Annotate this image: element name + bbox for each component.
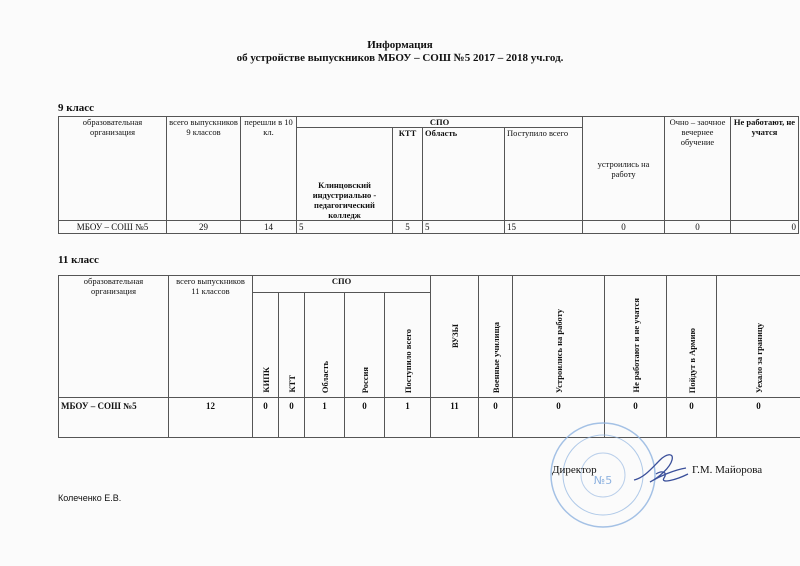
header-spo-ktt: КТТ (393, 128, 423, 221)
header-vuz: ВУЗЫ (431, 276, 479, 398)
row-total: 29 (167, 221, 241, 234)
header-kipk: КИПК (253, 293, 279, 398)
header-spo-klintsy: Клинцовский индустриально - педагогический колледж (297, 128, 393, 221)
executor-name: Колеченко Е.В. (58, 493, 122, 503)
row-abroad: 0 (717, 398, 800, 438)
director-label: Директор (552, 464, 597, 476)
header-total: всего выпускников 9 классов (167, 117, 241, 221)
director-name: Г.М. Майорова (692, 464, 763, 476)
row-employed: 0 (583, 221, 665, 234)
row-evening: 0 (665, 221, 731, 234)
header-not-working: Не работают и не учатся (605, 276, 667, 398)
row-ktt: 0 (279, 398, 305, 438)
header-spo-region: Область (423, 128, 505, 221)
stamp-text: №5 (593, 474, 613, 487)
header-total: всего выпускников 11 классов (169, 276, 253, 398)
row-total: 12 (169, 398, 253, 438)
row-spo-total: 1 (385, 398, 431, 438)
page-title: Информация (367, 39, 433, 51)
row-moved10: 14 (241, 221, 297, 234)
row-spo-ktt: 5 (393, 221, 423, 234)
page-subtitle: об устройстве выпускников МБОУ – СОШ №5 2017 – 2018 уч.год. (236, 52, 564, 64)
row-not-working: 0 (731, 221, 799, 234)
header-spo: СПО (297, 117, 583, 128)
header-abroad: Уехало за границу (717, 276, 800, 398)
row-org: МБОУ – СОШ №5 (59, 398, 169, 438)
row-spo-region: 5 (423, 221, 505, 234)
grade9-section-label: 9 класс (58, 102, 95, 114)
row-spo-total: 15 (505, 221, 583, 234)
header-moved10: перешли в 10 кл. (241, 117, 297, 221)
header-evening: Очно – заочное вечернее обучение (665, 117, 731, 221)
row-region: 1 (305, 398, 345, 438)
signature-icon (630, 448, 692, 490)
row-army: 0 (667, 398, 717, 438)
header-org: образовательная организация (59, 117, 167, 221)
row-employed: 0 (513, 398, 605, 438)
row-org: МБОУ – СОШ №5 (59, 221, 167, 234)
header-military: Военные училища (479, 276, 513, 398)
grade11-section-label: 11 класс (58, 254, 99, 266)
row-kipk: 0 (253, 398, 279, 438)
header-spo: СПО (253, 276, 431, 293)
grade11-table (58, 275, 800, 438)
header-region: Область (305, 293, 345, 398)
header-employed: Устроились на работу (513, 276, 605, 398)
grade9-table (58, 116, 799, 234)
row-military: 0 (479, 398, 513, 438)
header-army: Пойдут в Армию (667, 276, 717, 398)
row-vuz: 11 (431, 398, 479, 438)
header-ktt: КТТ (279, 293, 305, 398)
header-org: образовательная организация (59, 276, 169, 398)
header-spo-total: Поступило всего (505, 128, 583, 221)
row-spo-klintsy: 5 (297, 221, 393, 234)
row-not-working: 0 (605, 398, 667, 438)
header-not-working: Не работают, не учатся (731, 117, 799, 221)
header-employed: устроились на работу (583, 117, 665, 221)
header-russia: Россия (345, 293, 385, 398)
row-russia: 0 (345, 398, 385, 438)
header-spo-total: Поступило всего (385, 293, 431, 398)
